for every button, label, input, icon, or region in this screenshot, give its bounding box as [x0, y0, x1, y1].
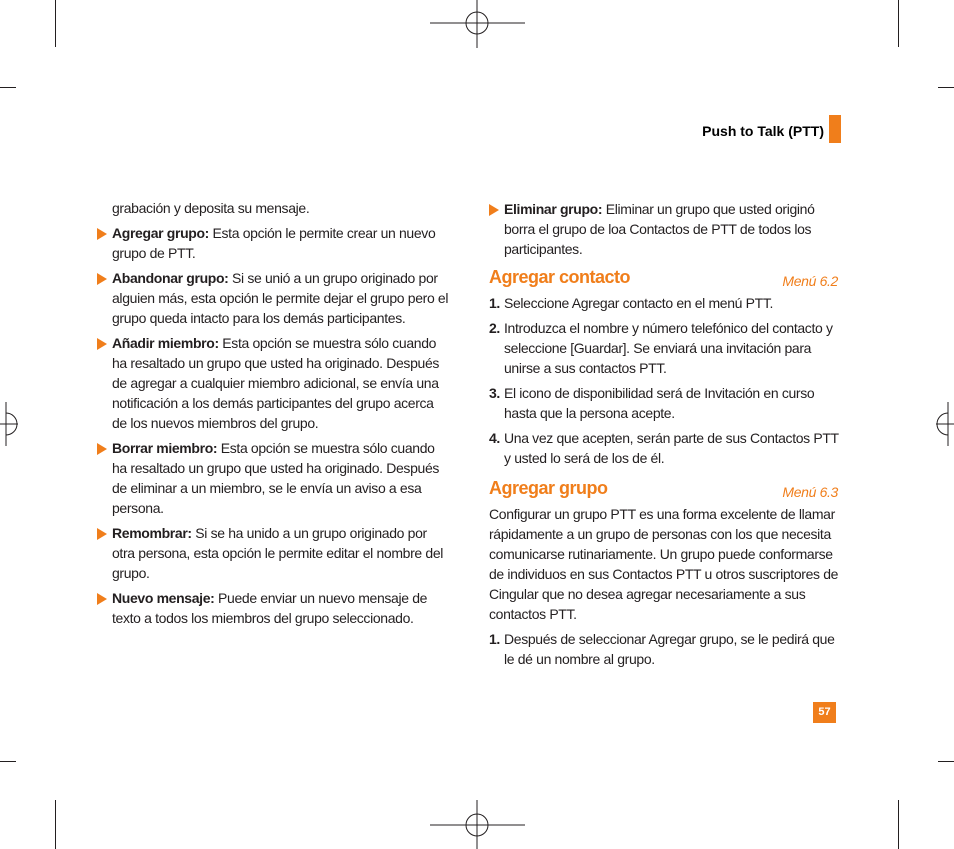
list-item-term: Remombrar:	[112, 525, 192, 541]
arrow-bullet-icon	[97, 528, 107, 540]
step-text: Seleccione Agregar contacto en el menú PTT.	[504, 295, 774, 311]
list-item-nuevo-mensaje	[95, 588, 451, 628]
step-text: El icono de disponibilidad será de Invitación en curso hasta que la persona acepte.	[504, 385, 815, 421]
list-item-term: Agregar grupo:	[112, 225, 209, 241]
continuation-text: grabación y deposita su mensaje.	[112, 200, 310, 216]
crop-mark	[0, 761, 16, 762]
list-item-eliminar-grupo	[487, 199, 844, 259]
step-number: 2.	[489, 320, 500, 336]
section-intro-paragraph: Configurar un grupo PTT es una forma excelente de llamar rápidamente a un grupo de personas con los que necesita comunicarse rutinariamente. Un grupo puede conformarse de individuos en sus Contactos PTT u otros suscriptores de Cingular que no desea agregar necesariamente a sus contactos PTT.	[489, 506, 839, 622]
list-item-borrar-miembro	[95, 438, 451, 518]
menu-reference: Menú 6.2	[782, 273, 838, 289]
arrow-bullet-icon	[97, 443, 107, 455]
section-title: Agregar contacto	[489, 267, 631, 287]
registration-mark-right	[936, 402, 954, 446]
left-column	[95, 198, 451, 633]
page-number: 57	[813, 702, 836, 723]
list-item-term: Nuevo mensaje:	[112, 590, 215, 606]
numbered-step	[489, 318, 844, 378]
step-number: 3.	[489, 385, 500, 401]
step-number: 1.	[489, 631, 500, 647]
crop-mark	[938, 87, 954, 88]
step-text: Introduzca el nombre y número telefónico del contacto y seleccione [Guardar]. Se enviará una invitación para unirse a sus contactos PTT.	[504, 320, 833, 376]
registration-mark-top	[430, 0, 525, 48]
crop-mark	[898, 0, 899, 47]
list-item-text: Eliminar un grupo que usted originó borra el grupo de loa Contactos de PTT de todos los participantes.	[504, 201, 815, 257]
registration-mark-bottom	[430, 800, 525, 849]
list-item-term: Borrar miembro:	[112, 440, 218, 456]
list-item-remombrar	[95, 523, 451, 583]
step-number: 4.	[489, 430, 500, 446]
list-item-text: Esta opción le permite crear un nuevo grupo de PTT.	[112, 225, 436, 261]
arrow-bullet-icon	[489, 204, 499, 216]
numbered-step	[489, 629, 844, 669]
right-column	[489, 199, 844, 674]
list-item-term: Eliminar grupo:	[504, 201, 603, 217]
numbered-step	[489, 293, 844, 313]
crop-mark	[898, 800, 899, 849]
crop-mark	[0, 87, 16, 88]
menu-reference: Menú 6.3	[782, 484, 838, 500]
list-item-text: Esta opción se muestra sólo cuando ha resaltado un grupo que usted ha originado. Después de eliminar a un miembro, se le envía un aviso a esa persona.	[112, 440, 440, 516]
step-number: 1.	[489, 295, 500, 311]
arrow-bullet-icon	[97, 273, 107, 285]
section-header-agregar-grupo	[489, 478, 844, 504]
step-text: Después de seleccionar Agregar grupo, se le pedirá que le dé un nombre al grupo.	[504, 631, 835, 667]
crop-mark	[938, 761, 954, 762]
list-item-text: Puede enviar un nuevo mensaje de texto a todos los miembros del grupo seleccionado.	[112, 590, 428, 626]
registration-mark-left	[0, 402, 18, 446]
crop-mark	[55, 800, 56, 849]
running-header: Push to Talk (PTT)	[702, 123, 824, 139]
header-tab-marker	[829, 115, 841, 143]
section-title: Agregar grupo	[489, 478, 608, 498]
list-item-text: Si se unió a un grupo originado por alguien más, esta opción le permite dejar el grupo pero el grupo queda intacto para los demás participantes.	[112, 270, 449, 326]
numbered-step	[489, 383, 844, 423]
list-item-anadir-miembro	[95, 333, 451, 433]
step-text: Una vez que acepten, serán parte de sus Contactos PTT y usted lo será de los de él.	[504, 430, 839, 466]
numbered-step	[489, 428, 844, 468]
arrow-bullet-icon	[97, 593, 107, 605]
arrow-bullet-icon	[97, 338, 107, 350]
list-item-agregar-grupo	[95, 223, 451, 263]
list-item-term: Abandonar grupo:	[112, 270, 229, 286]
list-item-text: Si se ha unido a un grupo originado por otra persona, esta opción le permite editar el nombre del grupo.	[112, 525, 444, 581]
crop-mark	[55, 0, 56, 47]
list-item-term: Añadir miembro:	[112, 335, 219, 351]
list-item-text: Esta opción se muestra sólo cuando ha resaltado un grupo que usted ha originado. Después de agregar a cualquier miembro adicional, se envía una notificación a los demás participantes del grupo acerca de los nuevos miembros del grupo.	[112, 335, 440, 431]
arrow-bullet-icon	[97, 228, 107, 240]
list-item-abandonar-grupo	[95, 268, 451, 328]
section-header-agregar-contacto	[489, 267, 844, 293]
